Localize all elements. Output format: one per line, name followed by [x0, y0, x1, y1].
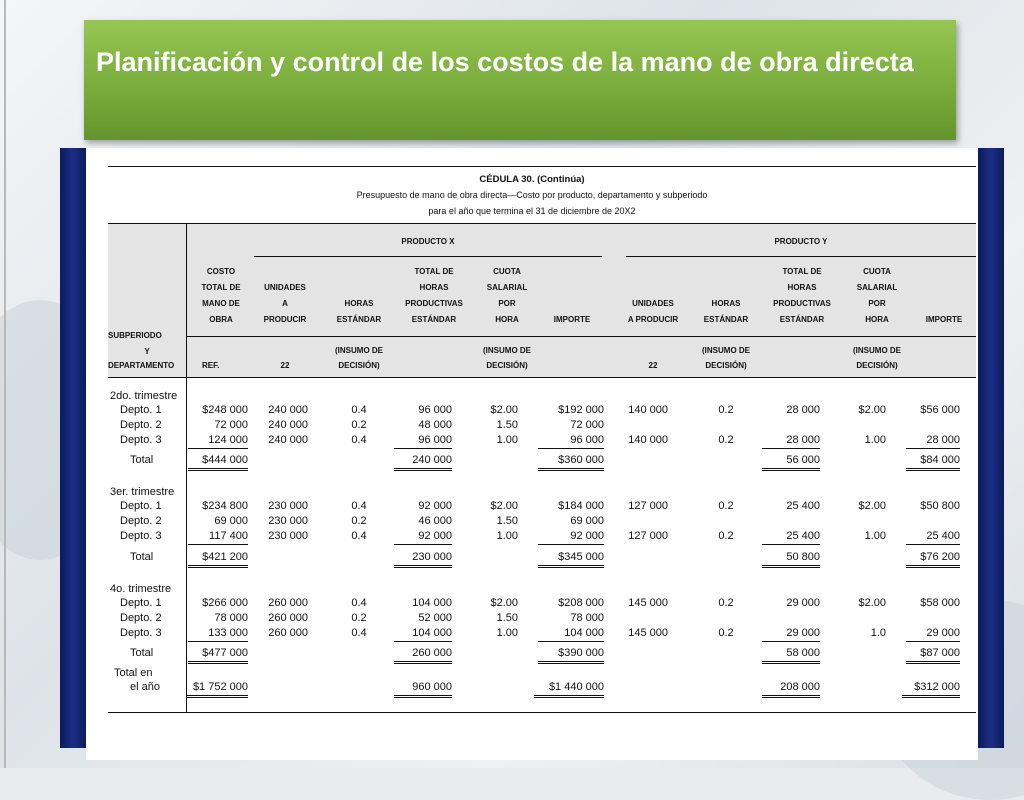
- ref-label: REF.: [202, 361, 220, 370]
- total-cell: $390 000: [538, 646, 604, 664]
- subperiodo-header-line: Y: [144, 347, 150, 356]
- table-cell: $2.00: [490, 500, 518, 512]
- stub-divider: [186, 224, 187, 712]
- schedule-document: [86, 148, 978, 760]
- cuota-y-header-line: CUOTA: [863, 267, 891, 276]
- producto-x-rule: [254, 256, 602, 257]
- row-label: Total: [130, 454, 154, 466]
- top-rule: [108, 166, 976, 167]
- horas-x-header-line: HORAS: [344, 299, 374, 308]
- total-cell: $87 000: [906, 646, 960, 664]
- cuota-x-header-line: HORA: [495, 315, 519, 324]
- total-cell: 50 800: [762, 550, 820, 568]
- table-cell: 104 000: [538, 626, 604, 642]
- cuota-y-header-line: HORA: [865, 315, 889, 324]
- table-cell: 260 000: [268, 597, 308, 609]
- ref-horas-x-line: DECISIÓN): [338, 361, 380, 370]
- costo-header-line: TOTAL DE: [201, 283, 241, 292]
- table-cell: $2.00: [490, 597, 518, 609]
- total-cell: 58 000: [762, 646, 820, 664]
- total-horas-y-header-line: HORAS: [787, 283, 817, 292]
- grand-total-label: Total en: [114, 667, 153, 679]
- table-cell: 0.4: [351, 627, 367, 639]
- table-cell: $192 000: [558, 404, 604, 416]
- total-horas-x-header-line: PRODUCTIVAS: [405, 299, 463, 308]
- table-cell: 28 000: [786, 404, 820, 416]
- slide-title: Planificación y control de los costos de la mano de obra directa: [96, 47, 914, 77]
- subperiodo-header-line: SUBPERIODO: [108, 331, 162, 340]
- ref-unidades-x: 22: [280, 361, 290, 370]
- table-cell: 72 000: [214, 419, 248, 431]
- table-cell: 96 000: [538, 433, 604, 449]
- total-horas-x-header-line: ESTÁNDAR: [411, 315, 457, 324]
- table-cell: 78 000: [570, 612, 604, 624]
- total-cell: $444 000: [188, 453, 248, 471]
- table-cell: 1.00: [864, 530, 886, 542]
- right-accent-bar: [978, 148, 1004, 748]
- table-cell: 0.2: [718, 434, 734, 446]
- horas-y-header-line: ESTÁNDAR: [703, 315, 749, 324]
- total-cell: 260 000: [394, 646, 452, 664]
- table-cell: 0.2: [351, 419, 367, 431]
- importe-y-header: IMPORTE: [925, 315, 963, 324]
- table-cell: $208 000: [558, 597, 604, 609]
- producto-y-rule: [626, 256, 976, 257]
- table-cell: $58 000: [920, 597, 960, 609]
- schedule-caption-title: CÉDULA 30. (Continúa): [479, 174, 585, 185]
- table-cell: $56 000: [920, 404, 960, 416]
- table-cell: $248 000: [202, 404, 248, 416]
- producto-y-header: PRODUCTO Y: [774, 237, 828, 246]
- table-cell: $2.00: [858, 597, 886, 609]
- grand-total-cell: $1 440 000: [534, 680, 604, 698]
- table-cell: 0.4: [351, 434, 367, 446]
- table-cell: 145 000: [628, 627, 668, 639]
- table-cell: $266 000: [202, 597, 248, 609]
- grand-total-cell: $1 752 000: [186, 680, 248, 698]
- table-cell: 1.50: [496, 612, 518, 624]
- cuota-y-header-line: POR: [868, 299, 886, 308]
- table-cell: 0.4: [351, 597, 367, 609]
- cuota-x-header-line: CUOTA: [493, 267, 521, 276]
- table-cell: 69 000: [214, 515, 248, 527]
- row-label: Depto. 1: [120, 404, 162, 416]
- table-cell: 0.4: [351, 404, 367, 416]
- table-cell: 92 000: [394, 529, 452, 545]
- table-cell: 25 400: [906, 529, 960, 545]
- table-cell: 92 000: [538, 529, 604, 545]
- table-cell: 48 000: [418, 419, 452, 431]
- total-horas-x-header-line: HORAS: [419, 283, 449, 292]
- left-accent-bar: [60, 148, 86, 748]
- header-bottom-rule: [108, 377, 976, 378]
- table-cell: 1.50: [496, 515, 518, 527]
- ref-cuota-x-line: DECISIÓN): [486, 361, 528, 370]
- table-cell: 0.2: [351, 515, 367, 527]
- table-cell: 0.2: [718, 500, 734, 512]
- table-cell: $2.00: [858, 500, 886, 512]
- unidades-x-header-line: PRODUCIR: [263, 315, 307, 324]
- table-cell: 0.2: [351, 612, 367, 624]
- table-cell: 1.0: [870, 627, 886, 639]
- table-cell: 1.00: [864, 434, 886, 446]
- unidades-y-header-line: A PRODUCIR: [627, 315, 679, 324]
- table-cell: $2.00: [490, 404, 518, 416]
- total-cell: $477 000: [188, 646, 248, 664]
- table-cell: 96 000: [394, 433, 452, 449]
- table-cell: 240 000: [268, 434, 308, 446]
- table-cell: 104 000: [394, 626, 452, 642]
- total-horas-y-header-line: PRODUCTIVAS: [773, 299, 831, 308]
- cuota-x-header-line: POR: [498, 299, 516, 308]
- total-horas-y-header-line: TOTAL DE: [782, 267, 822, 276]
- row-label: Depto. 2: [120, 612, 162, 624]
- total-cell: $360 000: [538, 453, 604, 471]
- row-label: Depto. 1: [120, 500, 162, 512]
- total-horas-x-header-line: TOTAL DE: [414, 267, 454, 276]
- row-label: Depto. 3: [120, 530, 162, 542]
- row-label: Depto. 3: [120, 434, 162, 446]
- table-cell: 127 000: [628, 530, 668, 542]
- table-cell: 0.2: [718, 530, 734, 542]
- table-cell: 230 000: [268, 515, 308, 527]
- grand-total-cell: 208 000: [762, 680, 820, 698]
- table-cell: 140 000: [628, 434, 668, 446]
- ref-cuota-y-line: (INSUMO DE: [853, 346, 901, 355]
- schedule-caption-subtitle: Presupuesto de mano de obra directa—Costo por producto, departamento y subperiodo: [356, 190, 708, 200]
- row-label: Depto. 1: [120, 597, 162, 609]
- table-cell: 0.2: [718, 597, 734, 609]
- ref-unidades-y: 22: [648, 361, 658, 370]
- table-cell: 260 000: [268, 627, 308, 639]
- grand-total-cell: 960 000: [394, 680, 452, 698]
- table-cell: 96 000: [418, 404, 452, 416]
- table-cell: 1.50: [496, 419, 518, 431]
- grand-total-cell: $312 000: [902, 680, 960, 698]
- table-cell: 25 400: [762, 529, 820, 545]
- table-cell: 145 000: [628, 597, 668, 609]
- table-cell: 240 000: [268, 404, 308, 416]
- table-cell: 78 000: [214, 612, 248, 624]
- table-cell: 1.00: [496, 530, 518, 542]
- table-cell: 0.4: [351, 500, 367, 512]
- table-cell: 230 000: [268, 500, 308, 512]
- row-label: Depto. 3: [120, 627, 162, 639]
- table-cell: 28 000: [762, 433, 820, 449]
- table-cell: 28 000: [906, 433, 960, 449]
- table-cell: 127 000: [628, 500, 668, 512]
- table-cell: 25 400: [786, 500, 820, 512]
- ref-horas-y-line: DECISIÓN): [705, 361, 747, 370]
- row-label: Total: [130, 551, 154, 563]
- quarter-label: 3er. trimestre: [110, 486, 175, 498]
- total-cell: $84 000: [906, 453, 960, 471]
- ref-cuota-y-line: DECISIÓN): [856, 361, 898, 370]
- schedule-caption-period: para el año que termina el 31 de diciembre de 20X2: [428, 206, 636, 216]
- unidades-y-header-line: UNIDADES: [632, 299, 674, 308]
- grand-total-label: el año: [130, 681, 160, 693]
- ref-horas-y-line: (INSUMO DE: [702, 346, 750, 355]
- table-cell: 72 000: [570, 419, 604, 431]
- importe-x-header: IMPORTE: [553, 315, 591, 324]
- total-cell: $421 200: [188, 550, 248, 568]
- header-top-rule: [108, 223, 976, 224]
- cuota-y-header-line: SALARIAL: [856, 283, 898, 292]
- table-cell: 0.4: [351, 530, 367, 542]
- total-cell: 230 000: [394, 550, 452, 568]
- table-cell: 92 000: [418, 500, 452, 512]
- table-cell: 0.2: [718, 627, 734, 639]
- table-cell: 29 000: [786, 597, 820, 609]
- row-label: Total: [130, 647, 154, 659]
- cuota-x-header-line: SALARIAL: [486, 283, 528, 292]
- table-cell: 29 000: [762, 626, 820, 642]
- total-cell: 56 000: [762, 453, 820, 471]
- table-cell: 52 000: [418, 612, 452, 624]
- costo-header-line: OBRA: [209, 315, 233, 324]
- total-horas-y-header-line: ESTÁNDAR: [779, 315, 825, 324]
- slide-title-box: [84, 20, 956, 140]
- ref-cuota-x-line: (INSUMO DE: [483, 346, 531, 355]
- table-cell: 230 000: [268, 530, 308, 542]
- quarter-label: 4o. trimestre: [110, 583, 172, 595]
- table-cell: 140 000: [628, 404, 668, 416]
- horas-x-header-line: ESTÁNDAR: [336, 315, 382, 324]
- costo-header-line: MANO DE: [202, 299, 240, 308]
- table-cell: $2.00: [858, 404, 886, 416]
- header-mid-rule: [186, 336, 976, 337]
- table-cell: 260 000: [268, 612, 308, 624]
- table-cell: $184 000: [558, 500, 604, 512]
- total-cell: 240 000: [394, 453, 452, 471]
- total-cell: $76 200: [906, 550, 960, 568]
- table-cell: $50 800: [920, 500, 960, 512]
- row-label: Depto. 2: [120, 515, 162, 527]
- subperiodo-header-line: DEPARTAMENTO: [108, 361, 175, 370]
- horas-y-header-line: HORAS: [711, 299, 741, 308]
- table-cell: 1.00: [496, 627, 518, 639]
- table-cell: $234 800: [202, 500, 248, 512]
- table-cell: 1.00: [496, 434, 518, 446]
- costo-header-line: COSTO: [206, 267, 236, 276]
- unidades-x-header-line: UNIDADES: [264, 283, 306, 292]
- table-cell: 124 000: [188, 433, 248, 449]
- table-cell: 117 400: [188, 529, 248, 545]
- slide-edge-line: [4, 0, 6, 768]
- table-cell: 133 000: [188, 626, 248, 642]
- table-bottom-rule: [108, 712, 976, 713]
- ref-horas-x-line: (INSUMO DE: [335, 346, 383, 355]
- table-cell: 29 000: [906, 626, 960, 642]
- table-cell: 240 000: [268, 419, 308, 431]
- table-cell: 0.2: [718, 404, 734, 416]
- quarter-label: 2do. trimestre: [110, 390, 178, 402]
- row-label: Depto. 2: [120, 419, 162, 431]
- table-cell: 69 000: [570, 515, 604, 527]
- unidades-x-header-line: A: [282, 299, 288, 308]
- producto-x-header: PRODUCTO X: [401, 237, 455, 246]
- total-cell: $345 000: [538, 550, 604, 568]
- table-cell: 46 000: [418, 515, 452, 527]
- table-cell: 104 000: [412, 597, 452, 609]
